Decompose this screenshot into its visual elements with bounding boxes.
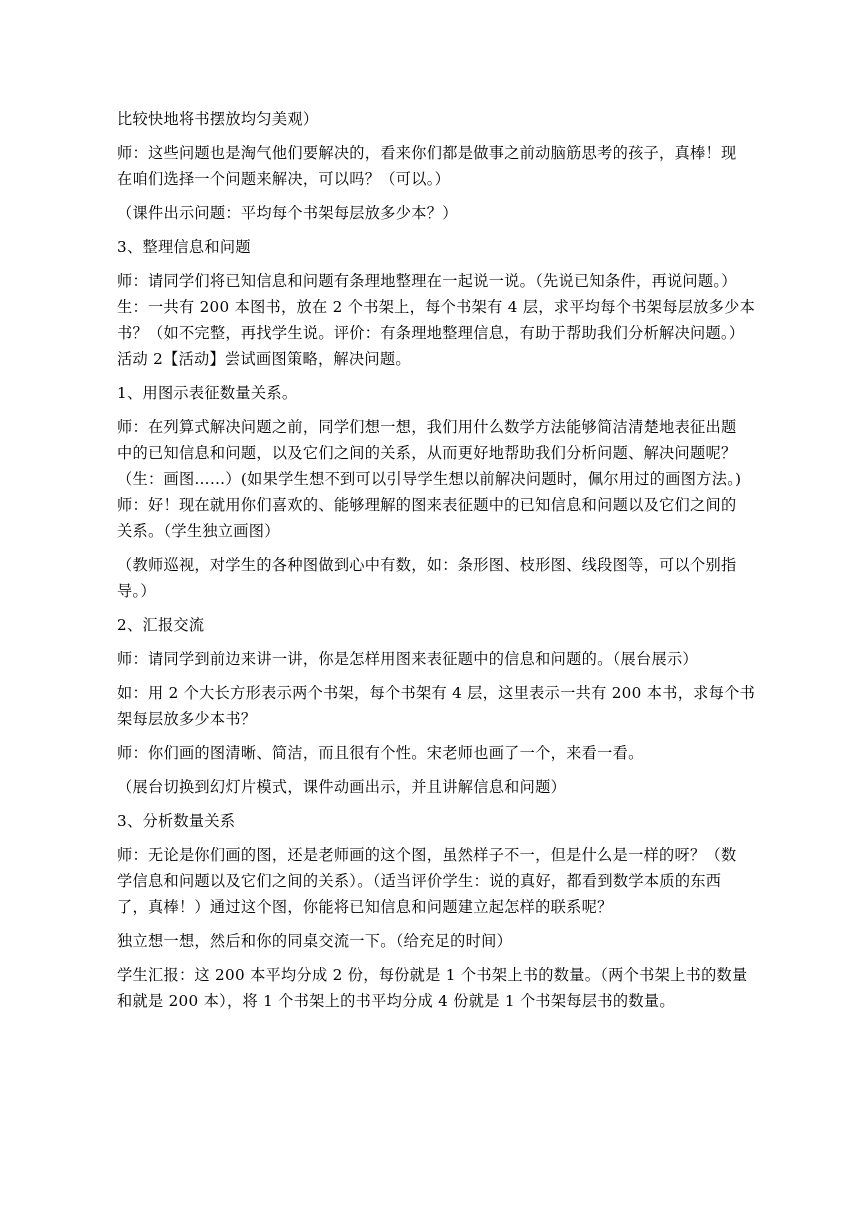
paragraph xyxy=(117,234,745,260)
text-line: 师：这些问题也是淘气他们要解决的，看来你们都是做事之前动脑筋思考的孩子，真棒！现 xyxy=(117,144,737,162)
text-line: 如：用 2 个大长方形表示两个书架，每个书架有 4 层，这里表示一共有 200 本书，求每个书 xyxy=(117,684,756,702)
text-line: 师：请同学到前边来讲一讲，你是怎样用图来表征题中的信息和问题的。（展台展示） xyxy=(117,650,698,668)
paragraph xyxy=(117,808,745,834)
text-line: 导。） xyxy=(117,582,156,600)
paragraph xyxy=(117,552,745,604)
text-line: 3、分析数量关系 xyxy=(117,812,236,830)
text-line: 独立想一想，然后和你的同桌交流一下。（给充足的时间） xyxy=(117,932,513,950)
text-line: 师：在列算式解决问题之前，同学们想一想，我们用什么数学方法能够简洁清楚地表征出题 xyxy=(117,418,737,436)
paragraph xyxy=(117,842,745,920)
text-line: 1、用图示表征数量关系。 xyxy=(117,384,298,402)
paragraph xyxy=(117,774,745,800)
text-line: （生：画图……）(如果学生想不到可以引导学生想以前解决问题时，佩尔用过的画图方法。) xyxy=(117,470,742,488)
text-line: 3、整理信息和问题 xyxy=(117,238,251,256)
paragraph xyxy=(117,268,756,372)
text-line: 师：无论是你们画的图，还是老师画的这个图，虽然样子不一，但是什么是一样的呀？（数 xyxy=(117,846,737,864)
text-line: 活动 2【活动】尝试画图策略，解决问题。 xyxy=(117,350,411,368)
paragraph xyxy=(117,928,745,954)
paragraph xyxy=(117,140,745,192)
text-line: 关系。（学生独立画图） xyxy=(117,522,280,540)
text-line: 书？（如不完整，再找学生说。评价：有条理地整理信息，有助于帮助我们分析解决问题。） xyxy=(117,324,745,342)
paragraph xyxy=(117,106,745,132)
paragraph xyxy=(117,962,748,1014)
text-line: （展台切换到幻灯片模式，课件动画出示，并且讲解信息和问题） xyxy=(117,778,567,796)
text-line: 师：你们画的图清晰、简洁，而且很有个性。宋老师也画了一个，来看一看。 xyxy=(117,744,644,762)
text-line: 了，真棒！）通过这个图，你能将已知信息和问题建立起怎样的联系呢？ xyxy=(117,898,613,916)
paragraph xyxy=(117,414,745,544)
paragraph xyxy=(117,740,745,766)
text-line: 师：好！现在就用你们喜欢的、能够理解的图来表征题中的已知信息和问题以及它们之间的 xyxy=(117,496,737,514)
text-line: 学信息和问题以及它们之间的关系）。（适当评价学生：说的真好，都看到数学本质的东西 xyxy=(117,872,722,890)
paragraph xyxy=(117,380,745,406)
document-page xyxy=(117,106,756,1022)
paragraph xyxy=(117,646,745,672)
text-line: 学生汇报：这 200 本平均分成 2 份，每份就是 1 个书架上书的数量。（两个书架上书的数量 xyxy=(117,966,748,984)
text-line: 在咱们选择一个问题来解决，可以吗？（可以。） xyxy=(117,170,451,188)
text-line: （课件出示问题：平均每个书架每层放多少本？） xyxy=(117,204,458,222)
text-line: 师：请同学们将已知信息和问题有条理地整理在一起说一说。（先说已知条件，再说问题。） xyxy=(117,272,737,290)
text-line: 2、汇报交流 xyxy=(117,616,205,634)
paragraph xyxy=(117,680,756,732)
text-line: 和就是 200 本），将 1 个书架上的书平均分成 4 份就是 1 个书架每层书的数量。 xyxy=(117,992,675,1010)
text-line: 中的已知信息和问题，以及它们之间的关系，从而更好地帮助我们分析问题、解决问题呢？ xyxy=(117,444,737,462)
paragraph xyxy=(117,612,745,638)
text-line: 生：一共有 200 本图书，放在 2 个书架上，每个书架有 4 层，求平均每个书架每层放多少本 xyxy=(117,298,756,316)
text-line: 架每层放多少本书？ xyxy=(117,710,257,728)
paragraph xyxy=(117,200,745,226)
text-line: 比较快地将书摆放均匀美观） xyxy=(117,110,319,128)
text-line: （教师巡视，对学生的各种图做到心中有数，如：条形图、枝形图、线段图等，可以个别指 xyxy=(117,556,737,574)
